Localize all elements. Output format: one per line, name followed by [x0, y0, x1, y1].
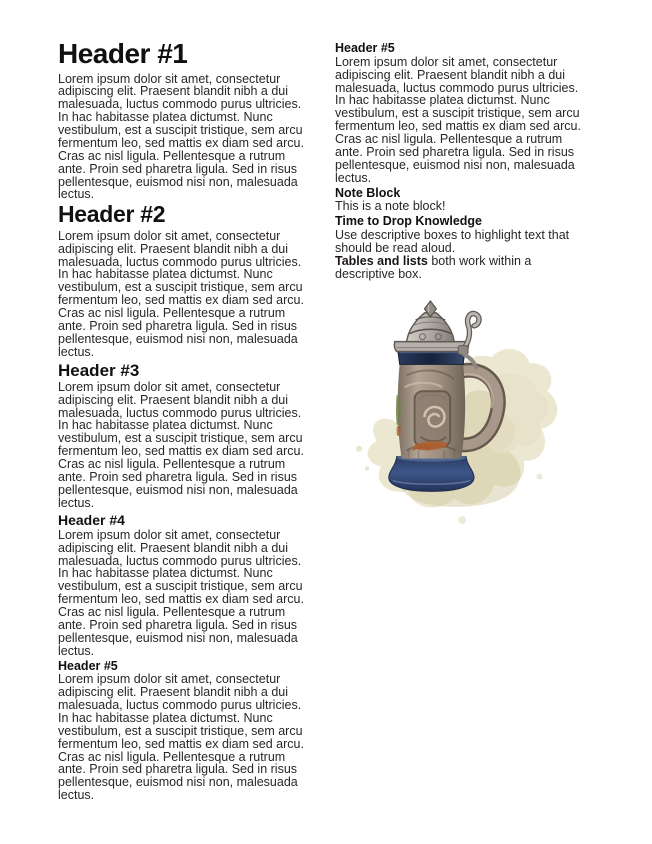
paragraph: Lorem ipsum dolor sit amet, consectetur adipiscing elit. Praesent blandit nibh a dui malesuada, luctus commodo purus ultricies. In hac habitasse platea dictumst. Nunc vestibulum, est a suscipit tristique, sem arcu fermentum leo, sed mattis ex diam sed arcu. Cras ac nisl ligula. Pellentesque a rutrum ante. Proin sed pharetra ligula. Sed in risus pellentesque, euismod nisi non, malesuada lectus. — [58, 379, 304, 510]
section-right-5 — [335, 42, 587, 185]
left-column — [58, 40, 310, 802]
section-heading-h1: Header #1 — [58, 38, 188, 69]
paragraph: Lorem ipsum dolor sit amet, consectetur adipiscing elit. Praesent blandit nibh a dui malesuada, luctus commodo purus ultricies. In hac habitasse platea dictumst. Nunc vestibulum, est a suscipit tristique, sem arcu fermentum leo, sed mattis ex diam sed arcu. Cras ac nisl ligula. Pellentesque a rutrum ante. Proin sed pharetra ligula. Sed in risus pellentesque, euismod nisi non, malesuada lectus. — [335, 54, 581, 185]
tables-lists-text — [335, 255, 587, 281]
tables-lists-bold: Tables and lists — [335, 253, 428, 268]
paragraph: Lorem ipsum dolor sit amet, consectetur adipiscing elit. Praesent blandit nibh a dui malesuada, luctus commodo purus ultricies. In hac habitasse platea dictumst. Nunc vestibulum, est a suscipit tristique, sem arcu fermentum leo, sed mattis ex diam sed arcu. Cras ac nisl ligula. Pellentesque a rutrum ante. Proin sed pharetra ligula. Sed in risus pellentesque, euismod nisi non, malesuada lectus. — [58, 527, 304, 658]
right-column — [335, 40, 587, 802]
beer-stein-svg — [343, 300, 613, 530]
two-column-layout — [58, 40, 594, 802]
knowledge-text: Use descriptive boxes to highlight text that should be read aloud. — [335, 227, 570, 255]
section-heading-h5: Header #5 — [58, 658, 118, 673]
paragraph: Lorem ipsum dolor sit amet, consectetur adipiscing elit. Praesent blandit nibh a dui malesuada, luctus commodo purus ultricies. In hac habitasse platea dictumst. Nunc vestibulum, est a suscipit tristique, sem arcu fermentum leo, sed mattis ex diam sed arcu. Cras ac nisl ligula. Pellentesque a rutrum ante. Proin sed pharetra ligula. Sed in risus pellentesque, euismod nisi non, malesuada lectus. — [58, 228, 304, 359]
section-1 — [58, 40, 310, 201]
section-heading-h4: Header #4 — [58, 511, 125, 528]
orange-paint-fleck — [397, 426, 401, 436]
section-heading-h3: Header #3 — [58, 360, 140, 380]
stein-lid-rim — [394, 342, 468, 352]
note-block-label: Note Block — [335, 185, 401, 200]
section-2 — [58, 203, 310, 358]
section-heading-h5: Header #5 — [335, 41, 395, 55]
section-4 — [58, 513, 310, 658]
knowledge-label: Time to Drop Knowledge — [335, 214, 482, 229]
paragraph: Lorem ipsum dolor sit amet, consectetur adipiscing elit. Praesent blandit nibh a dui malesuada, luctus commodo purus ultricies. In hac habitasse platea dictumst. Nunc vestibulum, est a suscipit tristique, sem arcu fermentum leo, sed mattis ex diam sed arcu. Cras ac nisl ligula. Pellentesque a rutrum ante. Proin sed pharetra ligula. Sed in risus pellentesque, euismod nisi non, malesuada lectus. — [58, 672, 304, 803]
section-heading-h2: Header #2 — [58, 201, 166, 228]
paragraph: Lorem ipsum dolor sit amet, consectetur adipiscing elit. Praesent blandit nibh a dui malesuada, luctus commodo purus ultricies. In hac habitasse platea dictumst. Nunc vestibulum, est a suscipit tristique, sem arcu fermentum leo, sed mattis ex diam sed arcu. Cras ac nisl ligula. Pellentesque a rutrum ante. Proin sed pharetra ligula. Sed in risus pellentesque, euismod nisi non, malesuada lectus. — [58, 71, 304, 202]
stein-base — [389, 454, 474, 492]
note-block — [335, 187, 587, 214]
stein-body — [396, 364, 465, 459]
note-block-text: This is a note block! — [335, 199, 446, 214]
section-3 — [58, 362, 310, 510]
section-5 — [58, 660, 310, 803]
beer-stein-image — [343, 300, 613, 530]
knowledge-block — [335, 215, 587, 280]
tables-lists-rest: both work within a descriptive box. — [335, 253, 532, 281]
